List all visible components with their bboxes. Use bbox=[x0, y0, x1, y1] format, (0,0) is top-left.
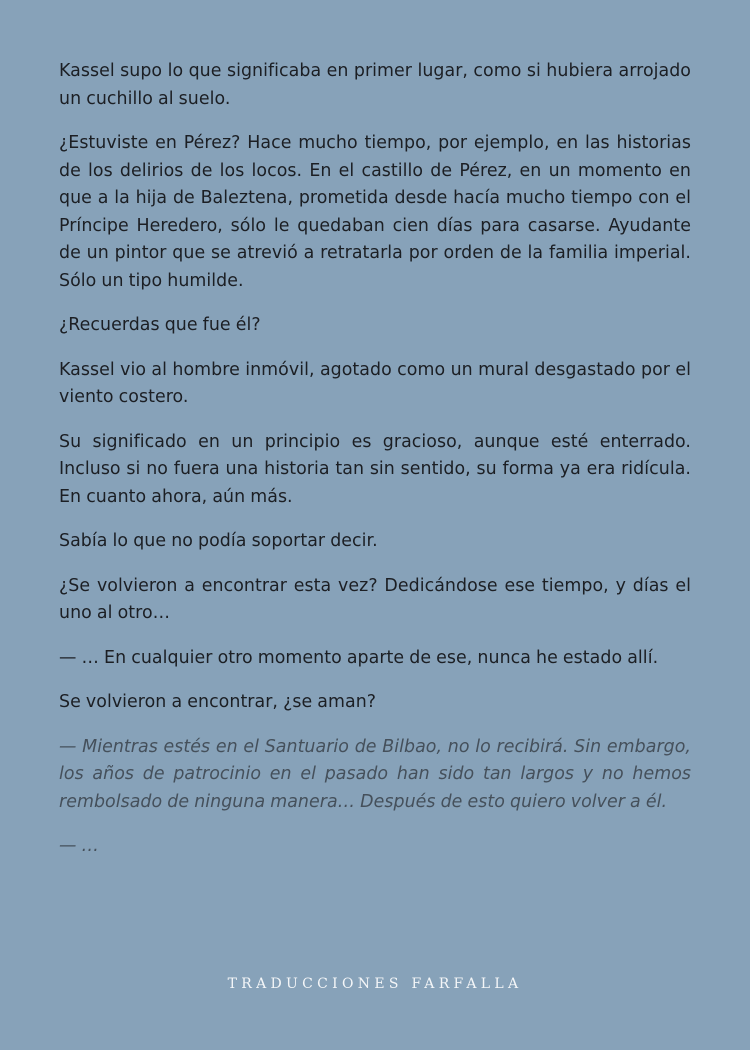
footer-credit: TRADUCCIONES FARFALLA bbox=[227, 976, 523, 992]
paragraph-6: Sabía lo que no podía soportar decir. bbox=[59, 531, 378, 551]
paragraph-1: Kassel supo lo que significaba en primer lugar, como si hubiera arrojado un cuchillo al suelo. bbox=[59, 61, 691, 109]
paragraph-3: ¿Recuerdas que fue él? bbox=[59, 315, 261, 335]
paragraph-10-italic: — Mientras estés en el Santuario de Bilbao, no lo recibirá. Sin embargo, los años de patrocinio en el pasado han sido tan largos y no hemos rembolsado de ninguna manera… Después de esto quiero volver a él. bbox=[59, 736, 691, 812]
paragraph-11-italic: — … bbox=[59, 836, 99, 856]
text-body bbox=[59, 58, 691, 861]
paragraph-4: Kassel vio al hombre inmóvil, agotado como un mural desgastado por el viento costero. bbox=[59, 359, 691, 407]
paragraph-7: ¿Se volvieron a encontrar esta vez? Dedicándose ese tiempo, y días el uno al otro… bbox=[59, 575, 691, 623]
paragraph-5: Su significado en un principio es gracioso, aunque esté enterrado. Incluso si no fuera una historia tan sin sentido, su forma ya era ridícula. En cuanto ahora, aún más. bbox=[59, 431, 691, 507]
paragraph-9: Se volvieron a encontrar, ¿se aman? bbox=[59, 692, 377, 712]
paragraph-2: ¿Estuviste en Pérez? Hace mucho tiempo, por ejemplo, en las historias de los delirios de los locos. En el castillo de Pérez, en un momento en que a la hija de Baleztena, prometida desde hacía mucho tiempo con el Príncipe Heredero, sólo le quedaban cien días para casarse. Ayudante de un pintor que se atrevió a retratarla por orden de la familia imperial. Sólo un tipo humilde. bbox=[59, 133, 691, 291]
paragraph-8: — … En cualquier otro momento aparte de ese, nunca he estado allí. bbox=[59, 647, 659, 668]
